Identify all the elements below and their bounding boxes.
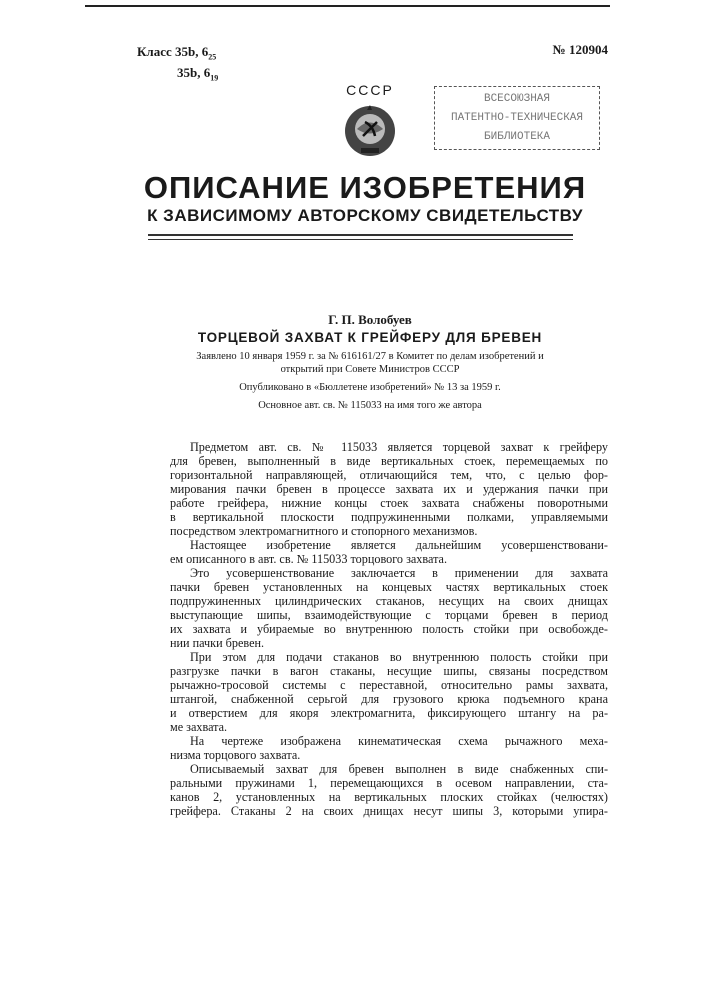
document-subtitle: К ЗАВИСИМОМУ АВТОРСКОМУ СВИДЕТЕЛЬСТВУ: [100, 206, 630, 226]
document-title: ОПИСАНИЕ ИЗОБРЕТЕНИЯ: [100, 170, 630, 206]
body-line: рычажно-тросовой системы с переставной, относительно рамы захвата,: [170, 678, 608, 692]
body-line: грейфера. Стаканы 2 на своих днищах несут шипы 3, которыми упира-: [170, 804, 608, 818]
patent-page: [0, 0, 707, 1000]
body-line: штангой, снабженной серьгой для грузового крюка подъемного крана: [170, 692, 608, 706]
body-line: их захвата и убираемые во внутреннюю полость стойки при освобожде-: [170, 622, 608, 636]
body-line: посредством электромагнитного и стопорного механизмов.: [170, 524, 608, 538]
description-body: [170, 440, 608, 818]
body-line: и отверстием для якоря электромагнита, фиксирующего штангу на ра-: [170, 706, 608, 720]
main-certificate: Основное авт. св. № 115033 на имя того же автора: [150, 400, 590, 411]
body-line: для бревен, выполненный в виде вертикальных стоек, перемещаемых по: [170, 454, 608, 468]
patent-number: № 120904: [540, 42, 608, 58]
class-line-2: 35b, 6: [177, 65, 210, 80]
class-line-1: Класс 35b, 6: [137, 44, 208, 59]
body-line: подпружиненных цилиндрических стаканов, несущих на своих днищах: [170, 594, 608, 608]
body-line: выступающие шипы, взаимодействующие с торцами бревен в период: [170, 608, 608, 622]
body-line: Это усовершенствование заключается в применении для захвата: [170, 566, 608, 580]
library-stamp: [434, 86, 600, 150]
body-line: пачки бревен установленных на концевых частях вертикальных стоек: [170, 580, 608, 594]
body-line: Настоящее изобретение является дальнейшим усовершенствовани-: [170, 538, 608, 552]
body-line: мирования пачки бревен в процессе захвата их и удержания пачки при: [170, 482, 608, 496]
ussr-emblem-icon: [343, 104, 397, 158]
stamp-line: БИБЛИОТЕКА: [435, 128, 599, 147]
stamp-line: ПАТЕНТНО-ТЕХНИЧЕСКАЯ: [435, 109, 599, 128]
body-line: в вертикальной плоскости подпружиненными полками, управляемыми: [170, 510, 608, 524]
body-line: горизонтальной направляющей, отличающийся тем, что, с целью фор-: [170, 468, 608, 482]
filing-info-cont: открытий при Совете Министров СССР: [150, 364, 590, 375]
body-line: низма торцового захвата.: [170, 748, 608, 762]
publication-info: Опубликовано в «Бюллетене изобретений» № 13 за 1959 г.: [150, 382, 590, 393]
body-line: При этом для подачи стаканов во внутреннюю полость стойки при: [170, 650, 608, 664]
stamp-line: ВСЕСОЮЗНАЯ: [435, 90, 599, 109]
class-sub-2: 19: [210, 73, 218, 82]
country-label: СССР: [320, 82, 420, 98]
body-line: разгрузке пачки в вагон стаканы, несущие шипы, связаны посредством: [170, 664, 608, 678]
classification: [137, 44, 218, 85]
divider: [148, 234, 573, 236]
body-line: На чертеже изображена кинематическая схема рычажного меха-: [170, 734, 608, 748]
body-line: нии пачки бревен.: [170, 636, 608, 650]
filing-info: Заявлено 10 января 1959 г. за № 616161/27 в Комитет по делам изобретений и: [150, 351, 590, 362]
author-name: Г. П. Волобуев: [150, 312, 590, 328]
body-line: работе грейфера, нижние концы стоек захвата снабжены поворотными: [170, 496, 608, 510]
body-line: ем описанного в авт. св. № 115033 торцового захвата.: [170, 552, 608, 566]
body-line: ме захвата.: [170, 720, 608, 734]
invention-title: ТОРЦЕВОЙ ЗАХВАТ К ГРЕЙФЕРУ ДЛЯ БРЕВЕН: [150, 330, 590, 345]
class-sub-1: 25: [208, 53, 216, 62]
body-line: канов 2, установленных на вертикальных плоских стойках (челюстях): [170, 790, 608, 804]
body-line: Предметом авт. св. № 115033 является торцевой захват к грейферу: [170, 440, 608, 454]
body-line: Описываемый захват для бревен выполнен в виде снабженных спи-: [170, 762, 608, 776]
divider: [148, 239, 573, 240]
body-line: ральными пружинами 1, перемещающихся в осевом направлении, ста-: [170, 776, 608, 790]
top-rule: [85, 5, 610, 7]
